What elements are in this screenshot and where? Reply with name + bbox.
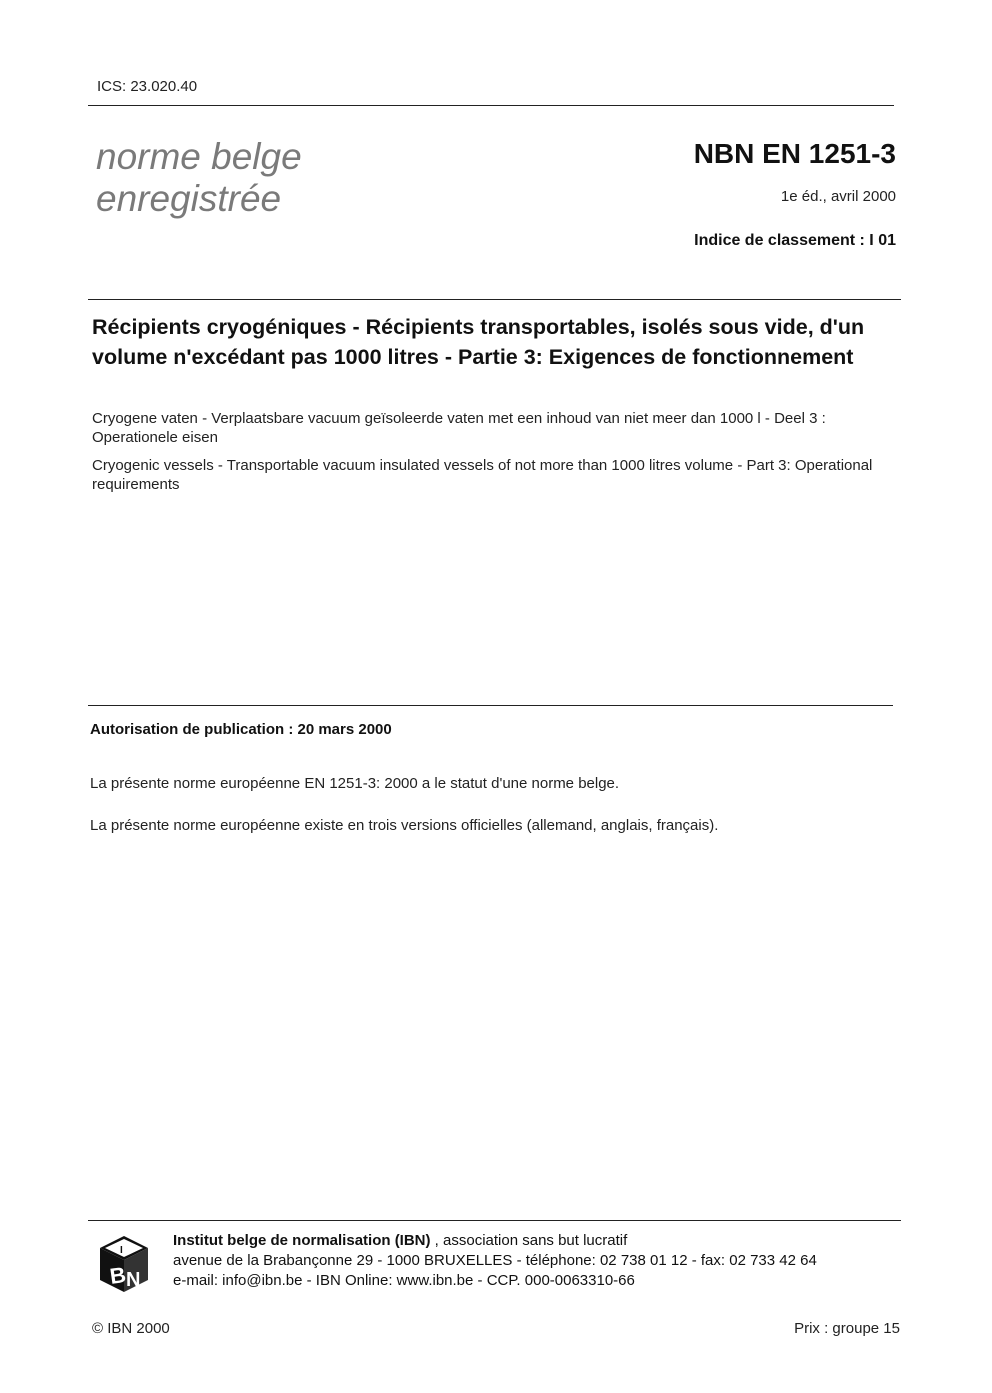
top-divider: [88, 105, 894, 106]
footer-contact-block: [173, 1231, 817, 1291]
brand-line-2: enregistrée: [96, 178, 282, 219]
footer-divider: [88, 1220, 901, 1221]
status-paragraph: La présente norme européenne EN 1251-3: 2000 a le statut d'une norme belge.: [90, 775, 620, 792]
brand-title: [96, 136, 302, 220]
title-english: Cryogenic vessels - Transportable vacuum insulated vessels of not more than 1000 litres volume - Part 3: Operational requirements: [92, 457, 873, 493]
publication-authorisation: Autorisation de publication : 20 mars 2000: [90, 721, 392, 738]
price-group: Prix : groupe 15: [794, 1320, 900, 1337]
footer-contact: e-mail: info@ibn.be - IBN Online: www.ibn.be - CCP. 000-0063310-66: [173, 1272, 635, 1289]
footer-org-line: [173, 1231, 817, 1251]
standard-number: NBN EN 1251-3: [693, 138, 896, 169]
title-dutch: Cryogene vaten - Verplaatsbare vacuum geïsoleerde vaten met een inhoud van niet meer dan 1000 l - Deel 3 : Operationele eisen: [92, 410, 826, 446]
title-french: Récipients cryogéniques - Récipients transportables, isolés sous vide, d'un volume n'excédant pas 1000 litres - Partie 3: Exigences de fonctionnement: [92, 315, 865, 369]
edition-date: 1e éd., avril 2000: [780, 188, 896, 205]
brand-line-1: norme belge: [96, 136, 302, 177]
svg-text:B: B: [108, 1261, 128, 1289]
classification-index: Indice de classement : I 01: [694, 232, 896, 249]
svg-text:I: I: [120, 1245, 123, 1256]
footer-address: avenue de la Brabançonne 29 - 1000 BRUXELLES - téléphone: 02 738 01 12 - fax: 02 733 42 64: [173, 1252, 817, 1269]
org-suffix: , association sans but lucratif: [430, 1232, 628, 1249]
ibn-logo-icon: [96, 1234, 152, 1294]
copyright-notice: © IBN 2000: [92, 1320, 170, 1337]
title-divider: [88, 299, 901, 300]
ics-code: ICS: 23.020.40: [97, 78, 198, 95]
org-name: Institut belge de normalisation (IBN): [173, 1232, 431, 1249]
versions-paragraph: La présente norme européenne existe en trois versions officielles (allemand, anglais, français).: [90, 817, 719, 834]
body-divider: [88, 705, 893, 706]
svg-text:N: N: [126, 1269, 141, 1291]
